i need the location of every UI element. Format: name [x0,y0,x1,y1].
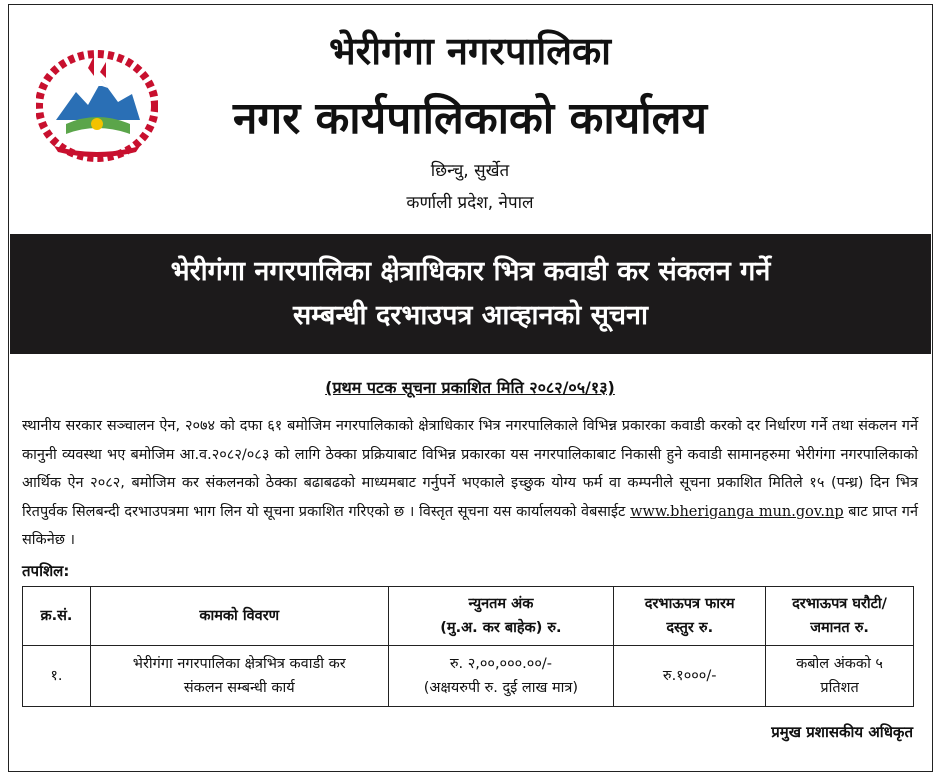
notice-banner [10,234,931,354]
office-title: नगर कार्यपालिकाको कार्यालय [233,93,707,144]
table-row [23,646,914,707]
col-form-fee: दरभाऊपत्र फारम दस्तुर रु. [614,587,766,646]
cell-description: भेरीगंगा नगरपालिका क्षेत्रभित्र कवाडी कर संकलन सम्बन्धी कार्य [90,646,388,707]
col-description: कामको विवरण [90,587,388,646]
cell-deposit: कबोल अंकको ५ प्रतिशत [766,646,914,707]
website-link[interactable]: www.bheriganga mun.gov.np [630,503,844,520]
cell-minimum: रु. २,००,०००.००/- (अक्षयरुपी रु. दुई लाख मात्र) [388,646,614,707]
details-table [22,586,914,707]
table-header-row [23,587,914,646]
notice-body-text-2: बाट प्राप्त गर्न सकिनेछ । [22,503,918,548]
col-deposit: दरभाऊपत्र घरौटी/ जमानत रु. [766,587,914,646]
publish-date: (प्रथम पटक सूचना प्रकाशित मिति २०८२/०५/१३) [325,378,615,397]
signature: प्रमुख प्रशासकीय अधिकृत [771,723,913,741]
notice-body-text-1: स्थानीय सरकार सञ्चालन ऐन, २०७४ को दफा ६१ बमोजिम नगरपालिकाको क्षेत्राधिकार भित्र नगरपालिकाले विभिन्न प्रकारका कवाडी करको दर निर्धारण गर्ने तथा संकलन गर्ने कानुनी व्यवस्था भए बमोजिम आ.व.२०८२/०८३ को लागि ठेक्का प्रक्रियाबाट विभिन्न प्रकारका यस नगरपालिकाबाट निकासी हुने कवाडी सामानहरुमा भेरीगंगा नगरपालिकाको आर्थिक ऐन २०८२, बमोजिम कर संकलनको ठेक्का बढाबढको माध्यमबाट गर्नुपर्ने भएकाले इच्छुक योग्य फर्म वा कम्पनीले सूचना प्रकाशित मितिले १५ (पन्ध्र) दिन भित्र रितपुर्वक सिलबन्दी दरभाउपत्रमा भाग लिन यो सूचना प्रकाशित गरिएको छ । विस्तृत सूचना यस कार्यालयको वेबसाईट [22,418,918,520]
address-line-1: छिन्चु, सुर्खेत [430,161,510,181]
nepal-emblem-icon [36,50,158,162]
cell-form-fee: रु.१०००/- [614,646,766,707]
col-sn: क्र.सं. [23,587,91,646]
municipality-title: भेरीगंगा नगरपालिका [328,28,612,73]
banner-line-2: सम्बन्धी दरभाउपत्र आव्हानको सूचना [293,300,648,331]
col-minimum: न्युनतम अंक (मु.अ. कर बाहेक) रु. [388,587,614,646]
banner-line-1: भेरीगंगा नगरपालिका क्षेत्राधिकार भित्र कवाडी कर संकलन गर्ने [170,256,771,287]
notice-body [22,412,918,555]
cell-sn: १. [23,646,91,707]
address-line-2: कर्णाली प्रदेश, नेपाल [406,193,534,213]
details-label: तपशिल: [22,562,70,580]
